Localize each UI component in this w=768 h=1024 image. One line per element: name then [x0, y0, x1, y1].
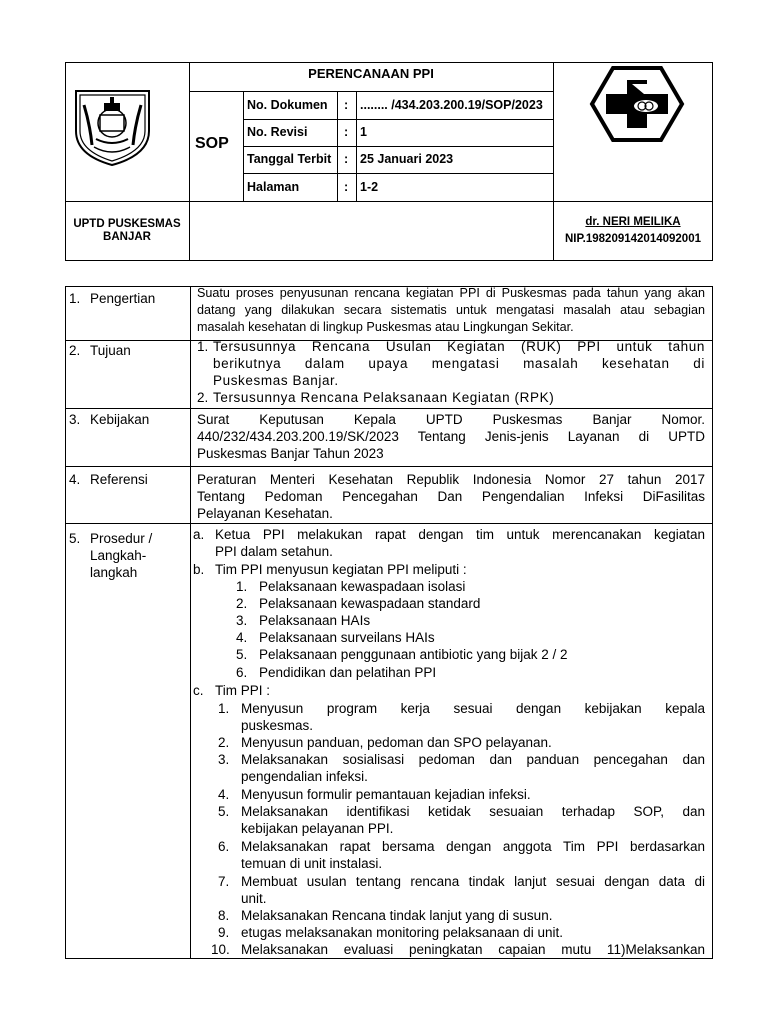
c-item-line: Melaksanakan evaluasi peningkatan capaian mutu 11)Melaksankan — [241, 942, 705, 957]
c-item-line: temuan di unit instalasi. — [241, 856, 383, 871]
b-item: Pelaksanaan penggunaan antibiotic yang bijak 2 / 2 — [259, 647, 568, 662]
c-item-line: Menyusun program kerja sesuai dengan kebijakan kepala — [241, 701, 705, 716]
c-item: Menyusun formulir pemantauan kejadian infeksi. — [241, 787, 531, 802]
prosedur-a-text — [215, 526, 705, 560]
prosedur-c-text: Tim PPI : — [215, 683, 271, 698]
content-row-line — [65, 408, 713, 409]
kebijakan-line: Surat Keputusan Kepala UPTD Puskesmas Banjar Nomor. — [197, 412, 705, 427]
row-label-prosedur: Langkah- — [90, 548, 147, 563]
field-label-no-dokumen: No. Dokumen — [247, 98, 328, 112]
puskesmas-logo — [588, 64, 686, 144]
tujuan-item-1 — [213, 338, 705, 389]
c-item-line: puskesmas. — [241, 718, 314, 733]
field-sep: : — [344, 180, 349, 194]
field-label-no-revisi: No. Revisi — [247, 125, 308, 139]
row-label-prosedur: Prosedur / — [90, 531, 153, 546]
c-item-line: Melaksanakan sosialisasi pedoman dan panduan pencegahan dan — [241, 752, 705, 767]
c-item — [241, 803, 705, 837]
field-row-line — [243, 173, 553, 174]
b-item-number: 3. — [236, 613, 248, 628]
field-value-no-revisi: 1 — [360, 125, 367, 139]
row-number: 4. — [69, 472, 81, 487]
pengertian-line: Suatu proses penyusunan rencana kegiatan PPI di Puskesmas pada tahun yang akan — [197, 286, 705, 300]
kebijakan-line: 440/232/434.203.200.19/SK/2023 Tentang Jenis-jenis Layanan di UPTD — [197, 429, 705, 444]
b-item-number: 6. — [236, 665, 248, 680]
c-item-line: Membuat usulan tentang rencana tindak lanjut sesuai dengan data di — [241, 874, 705, 889]
field-value-halaman: 1-2 — [360, 180, 379, 194]
field-col-line — [337, 91, 338, 201]
c-item — [241, 941, 705, 958]
row-label-referensi: Referensi — [90, 472, 148, 487]
field-value-no-dokumen: ........ /434.203.200.19/SOP/2023 — [360, 98, 543, 112]
row-label-kebijakan: Kebijakan — [90, 412, 150, 427]
c-item: etugas melaksanakan monitoring pelaksanaan di unit. — [241, 925, 563, 940]
row-number: 1. — [69, 291, 81, 306]
c-item-line: unit. — [241, 891, 267, 906]
tujuan-line: Puskesmas Banjar. — [213, 373, 339, 388]
row-number: 3. — [69, 412, 81, 427]
tujuan-item-number: 2. — [197, 390, 209, 405]
c-item-number: 7. — [218, 874, 230, 889]
field-label-halaman: Halaman — [247, 180, 300, 194]
referensi-line: Pelayanan Kesehatan. — [197, 506, 333, 521]
c-item-number: 5. — [218, 804, 230, 819]
pengertian-line: datang yang dilakukan secara sistematis untuk mengatasi masalah atau sebagian — [197, 303, 705, 317]
row-label-pengertian: Pengertian — [90, 291, 156, 306]
c-item: Menyusun panduan, pedoman dan SPO pelayanan. — [241, 735, 552, 750]
org-name-line2: BANJAR — [103, 231, 151, 243]
field-sep: : — [344, 98, 349, 112]
prosedur-letter: c. — [193, 683, 204, 698]
c-item — [241, 700, 705, 734]
sop-label: SOP — [195, 135, 229, 152]
c-item-number: 9. — [218, 925, 230, 940]
field-value-tanggal-terbit: 25 Januari 2023 — [360, 152, 454, 166]
row-label-prosedur: langkah — [90, 565, 138, 580]
c-item-number: 8. — [218, 908, 230, 923]
field-row-line — [243, 146, 553, 147]
content-col-divider — [190, 286, 191, 959]
c-item-number: 2. — [218, 735, 230, 750]
b-item: Pendidikan dan pelatihan PPI — [259, 665, 437, 680]
c-item — [241, 751, 705, 785]
prosedur-a-line: PPI dalam setahun. — [215, 544, 333, 559]
tujuan-line: Tersusunnya Rencana Usulan Kegiatan (RUK) PPI untuk tahun — [213, 339, 705, 354]
signer-name: dr. NERI MEILIKA — [585, 216, 681, 228]
field-sep: : — [344, 152, 349, 166]
field-label-tanggal-terbit: Tanggal Terbit — [247, 152, 332, 166]
c-item-number: 4. — [218, 787, 230, 802]
content-row-line — [65, 523, 713, 524]
referensi-line: Peraturan Menteri Kesehatan Republik Indonesia Nomor 27 tahun 2017 — [197, 472, 705, 487]
tujuan-item-number: 1. — [197, 339, 209, 354]
row-number: 5. — [69, 531, 81, 546]
org-name-line1: UPTD PUSKESMAS — [73, 218, 181, 230]
b-item: Pelaksanaan kewaspadaan isolasi — [259, 579, 466, 594]
c-item-number: 6. — [218, 839, 230, 854]
regency-crest-logo — [70, 85, 155, 167]
c-item-line: kebijakan pelayanan PPI. — [241, 821, 394, 836]
c-item-line: Melaksanakan identifikasi ketidak sesuaian terhadap SOP, dan — [241, 804, 705, 819]
referensi-line: Tentang Pedoman Pencegahan Dan Pengendalian Infeksi DiFasilitas — [197, 489, 705, 504]
field-sep: : — [344, 125, 349, 139]
kebijakan-text — [197, 411, 705, 462]
signer-nip: NIP.198209142014092001 — [564, 233, 701, 245]
c-item-line: Melaksanakan rapat bersama dengan anggota Tim PPI berdasarkan — [241, 839, 705, 854]
content-row-line — [65, 466, 713, 467]
prosedur-a-line: Ketua PPI melakukan rapat dengan tim untuk merencanakan kegiatan — [215, 527, 705, 542]
row-number: 2. — [69, 343, 81, 358]
c-item-number: 10. — [211, 942, 230, 957]
referensi-text — [197, 471, 705, 522]
kebijakan-line: Puskesmas Banjar Tahun 2023 — [197, 446, 384, 461]
b-item: Pelaksanaan HAIs — [259, 613, 371, 628]
prosedur-letter: b. — [193, 562, 205, 577]
c-item-line: pengendalian infeksi. — [241, 769, 368, 784]
page-title: PERENCANAAN PPI — [308, 66, 434, 81]
header-divider-bottom — [65, 201, 713, 202]
row-label-tujuan: Tujuan — [90, 343, 131, 358]
field-row-line — [243, 119, 553, 120]
c-item — [241, 838, 705, 872]
b-item-number: 2. — [236, 596, 248, 611]
c-item — [241, 873, 705, 907]
tujuan-line: berikutnya dalam upaya mengatasi masalah kesehatan di — [213, 356, 705, 371]
pengertian-text — [197, 285, 705, 336]
b-item-number: 4. — [236, 630, 248, 645]
prosedur-letter: a. — [193, 527, 205, 542]
c-item-number: 3. — [218, 752, 230, 767]
c-item-number: 1. — [218, 701, 230, 716]
c-item: Melaksanakan Rencana tindak lanjut yang di susun. — [241, 908, 553, 923]
b-item-number: 5. — [236, 647, 248, 662]
pengertian-line: masalah kesehatan di lingkup Puskesmas atau Lingkungan Sekitar. — [197, 320, 574, 334]
tujuan-item-2: Tersusunnya Rencana Pelaksanaan Kegiatan (RPK) — [213, 390, 555, 405]
b-item: Pelaksanaan surveilans HAIs — [259, 630, 435, 645]
field-col-line — [356, 91, 357, 201]
b-item-number: 1. — [236, 579, 248, 594]
prosedur-b-text: Tim PPI menyusun kegiatan PPI meliputi : — [215, 562, 467, 577]
b-item: Pelaksanaan kewaspadaan standard — [259, 596, 481, 611]
